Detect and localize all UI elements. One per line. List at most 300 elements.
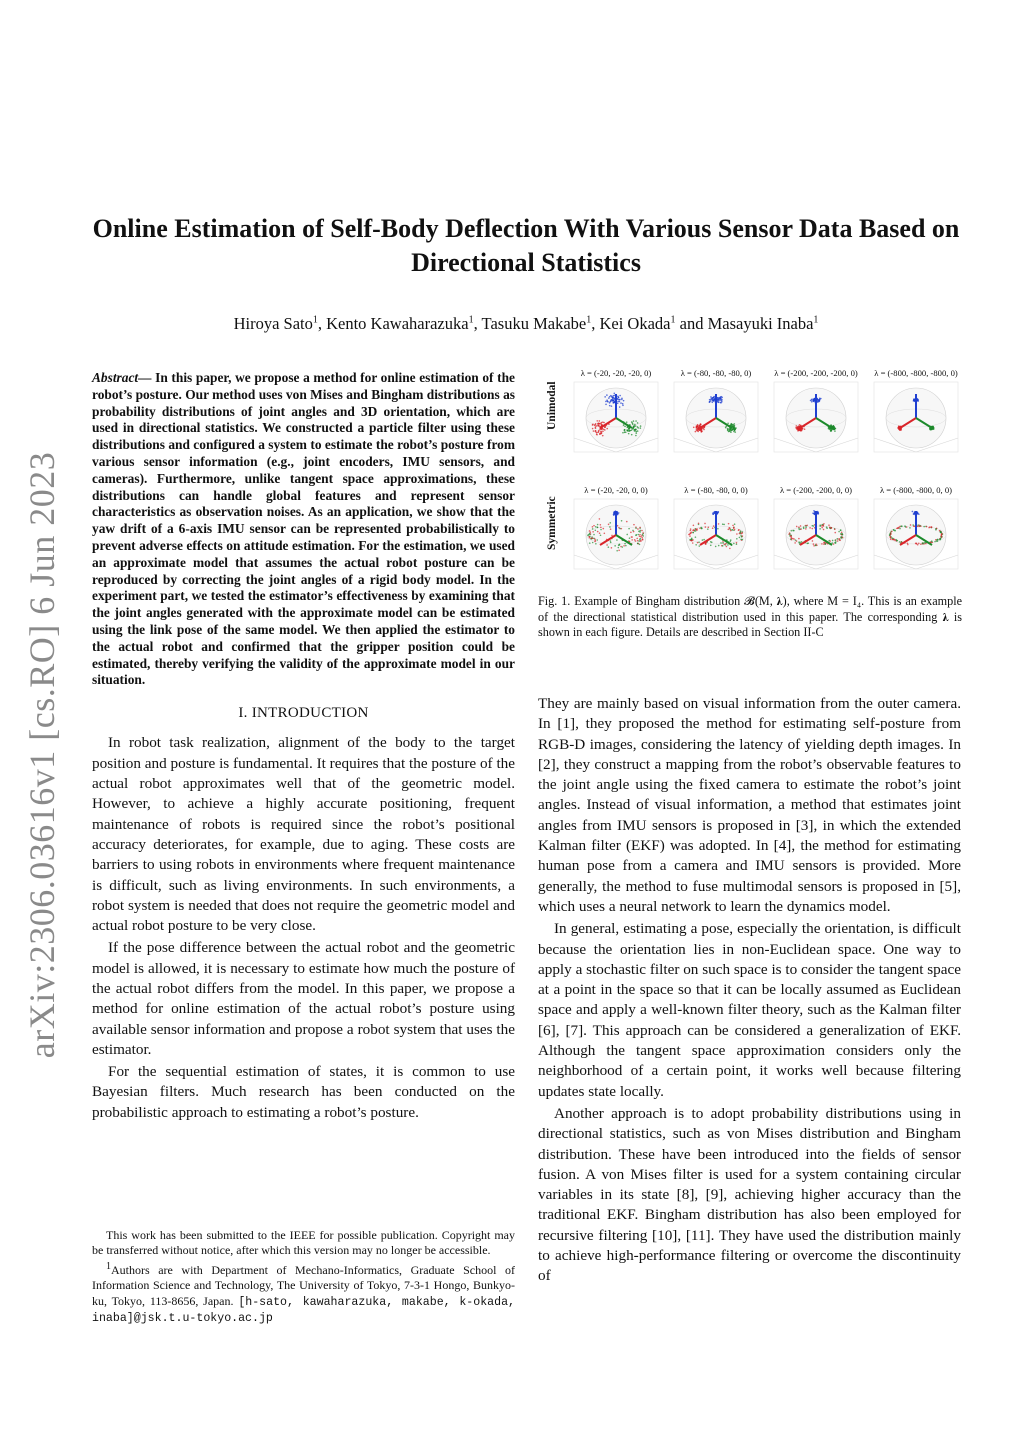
ring-particle — [722, 545, 724, 547]
ring-particle — [734, 529, 736, 531]
ring-particle — [899, 541, 901, 543]
ring-particle — [896, 540, 898, 542]
footnote-emails: [h-sato, kawaharazuka, makabe, k-okada, inaba]@jsk.t.u-tokyo.ac.jp — [92, 1295, 516, 1326]
ring-particle — [725, 543, 727, 545]
blue-particle — [717, 511, 719, 513]
red-particle — [596, 432, 598, 434]
ring-particle — [616, 539, 618, 541]
ring-particle — [823, 529, 825, 531]
ring-particle — [642, 534, 644, 536]
ring-particle — [602, 528, 604, 530]
ring-particle — [606, 544, 608, 546]
green-particle — [733, 429, 735, 431]
red-particle — [799, 430, 801, 432]
author-affiliation-mark: 1 — [586, 314, 592, 326]
bingham-sphere-plot — [666, 378, 766, 456]
blue-particle — [605, 404, 607, 406]
ring-particle — [705, 526, 707, 528]
ring-particle — [618, 544, 620, 546]
author-affiliation-mark: 1 — [670, 314, 676, 326]
ring-particle — [713, 525, 715, 527]
green-particle — [731, 424, 733, 426]
ring-particle — [790, 538, 792, 540]
green-particle — [626, 429, 628, 431]
red-particle — [804, 428, 806, 430]
ring-particle — [916, 543, 918, 545]
ring-particle — [841, 536, 843, 538]
ring-particle — [608, 524, 610, 526]
ring-particle — [704, 523, 706, 525]
red-particle — [597, 423, 599, 425]
bingham-sphere-plot — [566, 495, 666, 573]
green-particle — [640, 427, 642, 429]
ring-particle — [790, 535, 792, 537]
arxiv-stamp-text: arXiv:2306.03616v1 [cs.RO] 6 Jun 2023 — [22, 451, 62, 1059]
ring-particle — [935, 528, 937, 530]
ring-particle — [610, 528, 612, 530]
blue-particle — [617, 396, 619, 398]
sphere-panel — [766, 485, 866, 573]
red-particle — [606, 428, 608, 430]
green-particle — [631, 429, 633, 431]
ring-particle — [589, 530, 591, 532]
ring-particle — [692, 532, 694, 534]
blue-particle — [813, 400, 815, 402]
ring-particle — [626, 534, 628, 536]
ring-particle — [593, 525, 595, 527]
green-particle — [640, 425, 642, 427]
blue-particle — [613, 399, 615, 401]
author-affiliation-mark: 1 — [813, 314, 819, 326]
ring-particle — [728, 529, 730, 531]
ring-particle — [836, 538, 838, 540]
ring-particle — [829, 540, 831, 542]
ring-particle — [633, 524, 635, 526]
ring-particle — [732, 529, 734, 531]
ring-particle — [739, 532, 741, 534]
ring-particle — [600, 526, 602, 528]
ring-particle — [939, 539, 941, 541]
ring-particle — [926, 526, 928, 528]
ring-particle — [631, 536, 633, 538]
green-particle — [633, 429, 635, 431]
ring-particle — [805, 526, 807, 528]
ring-particle — [794, 542, 796, 544]
blue-particle — [914, 513, 916, 515]
blue-particle — [610, 395, 612, 397]
ring-particle — [821, 527, 823, 529]
blue-particle — [719, 397, 721, 399]
sphere-panel — [566, 485, 666, 573]
ring-particle — [600, 524, 602, 526]
ring-particle — [710, 544, 712, 546]
row-label-symmetric: Symmetric — [546, 496, 558, 550]
ring-particle — [596, 539, 598, 541]
blue-particle — [813, 510, 815, 512]
blue-particle — [611, 399, 613, 401]
blue-particle — [721, 399, 723, 401]
ring-particle — [631, 539, 633, 541]
ring-particle — [800, 528, 802, 530]
blue-particle — [718, 401, 720, 403]
red-particle — [598, 430, 600, 432]
ring-particle — [697, 542, 699, 544]
ring-particle — [931, 540, 933, 542]
ring-particle — [839, 538, 841, 540]
ring-particle — [639, 534, 641, 536]
blue-particle — [611, 397, 613, 399]
ring-particle — [918, 543, 920, 545]
red-particle — [602, 430, 604, 432]
ring-particle — [798, 529, 800, 531]
green-particle — [634, 424, 636, 426]
ring-particle — [638, 540, 640, 542]
red-particle — [592, 428, 594, 430]
row-label-unimodal: Unimodal — [546, 381, 558, 430]
red-particle — [597, 425, 599, 427]
green-particle — [633, 420, 635, 422]
ring-particle — [736, 533, 738, 535]
ring-particle — [941, 531, 943, 533]
author-name: Masayuki Inaba — [707, 314, 814, 333]
red-particle — [696, 428, 698, 430]
green-particle — [635, 432, 637, 434]
blue-particle — [712, 512, 714, 514]
green-particle — [633, 426, 635, 428]
blue-particle — [811, 401, 813, 403]
blue-particle — [619, 399, 621, 401]
ring-particle — [805, 528, 807, 530]
section-heading: I. INTRODUCTION — [238, 705, 369, 722]
ring-particle — [636, 538, 638, 540]
ring-particle — [730, 539, 732, 541]
author-name: Kento Kawaharazuka — [326, 314, 469, 333]
ring-particle — [823, 525, 825, 527]
green-particle — [629, 430, 631, 432]
bingham-sphere-plot — [666, 495, 766, 573]
ring-particle — [796, 526, 798, 528]
sphere-panel — [666, 485, 766, 573]
ring-particle — [708, 527, 710, 529]
blue-particle — [606, 399, 608, 401]
blue-particle — [712, 400, 714, 402]
blue-particle — [605, 401, 607, 403]
author-affiliation-mark: 1 — [468, 314, 474, 326]
ring-particle — [828, 524, 830, 526]
sphere-panel — [766, 368, 866, 456]
ring-particle — [635, 527, 637, 529]
sphere-panel — [666, 368, 766, 456]
ring-particle — [830, 527, 832, 529]
ring-particle — [589, 531, 591, 533]
ring-particle — [701, 528, 703, 530]
ring-particle — [834, 539, 836, 541]
blue-particle — [606, 394, 608, 396]
red-particle — [693, 427, 695, 429]
ring-particle — [834, 528, 836, 530]
red-particle — [602, 435, 604, 437]
blue-particle — [622, 403, 624, 405]
ring-particle — [736, 542, 738, 544]
ring-particle — [610, 540, 612, 542]
blue-particle — [619, 406, 621, 408]
author-name: Kei Okada — [599, 314, 671, 333]
ring-particle — [833, 543, 835, 545]
lambda-label: λ = (-200, -200, 0, 0) — [779, 485, 853, 495]
green-particle — [834, 430, 836, 432]
ring-particle — [638, 531, 640, 533]
green-particle — [624, 432, 626, 434]
ring-particle — [698, 523, 700, 525]
blue-particle — [811, 398, 813, 400]
ring-particle — [592, 542, 594, 544]
ring-particle — [826, 526, 828, 528]
blue-particle — [620, 402, 622, 404]
blue-particle — [709, 399, 711, 401]
ring-particle — [623, 545, 625, 547]
ring-particle — [922, 543, 924, 545]
blue-particle — [621, 398, 623, 400]
ring-particle — [792, 538, 794, 540]
blue-particle — [718, 399, 720, 401]
left-column — [92, 370, 515, 1125]
ring-particle — [718, 545, 720, 547]
paragraph: They are mainly based on visual information from the outer camera. In [1], they proposed the method for estimating self-posture from RGB-D images, considering the latency of yielding depth images. In [2], they construct a mapping from the robot’s observable features to the joint angle using the fixed camera to estimate the robot’s joint angles. Instead of visual information, a method that estimates joint angles from IMU sensors is proposed in [3], in which the extended Kalman filter (EKF) was adopted. In [4], the method for estimating human pose from a camera and IMU sensors is provided. More generally, the method to fuse multimodal sensors is proposed in [5], which uses a neural network to learn the dynamics model. — [538, 695, 961, 915]
green-particle — [635, 431, 637, 433]
lambda-label: λ = (-200, -200, -200, 0) — [774, 368, 858, 378]
green-particle — [637, 422, 639, 424]
green-particle — [833, 426, 835, 428]
ring-particle — [609, 522, 611, 524]
ring-particle — [839, 539, 841, 541]
red-particle — [697, 424, 699, 426]
lambda-label: λ = (-800, -800, -800, 0) — [874, 368, 958, 378]
ring-particle — [897, 527, 899, 529]
ring-particle — [813, 545, 815, 547]
red-particle — [600, 431, 602, 433]
ring-particle — [842, 534, 844, 536]
ring-particle — [892, 539, 894, 541]
ring-particle — [690, 530, 692, 532]
blue-particle — [721, 397, 723, 399]
abstract-lead: Abstract — [92, 370, 139, 385]
red-particle — [594, 424, 596, 426]
ring-particle — [589, 542, 591, 544]
ring-particle — [840, 529, 842, 531]
blue-particle — [710, 396, 712, 398]
ring-particle — [793, 530, 795, 532]
footnote-sup: 1 — [106, 1260, 111, 1272]
ring-particle — [732, 525, 734, 527]
ring-particle — [611, 547, 613, 549]
footnote-submission: This work has been submitted to the IEEE for possible publication. Copyright may be transferred without notice, after which this version may no longer be accessible. — [92, 1228, 515, 1258]
blue-particle — [617, 398, 619, 400]
ring-particle — [689, 535, 691, 537]
red-particle — [799, 424, 801, 426]
red-particle — [695, 431, 697, 433]
ring-particle — [695, 528, 697, 530]
ring-particle — [910, 524, 912, 526]
ring-particle — [619, 528, 621, 530]
ring-particle — [838, 531, 840, 533]
green-particle — [731, 430, 733, 432]
green-particle — [632, 422, 634, 424]
ring-particle — [639, 527, 641, 529]
ring-particle — [819, 528, 821, 530]
ring-particle — [733, 527, 735, 529]
red-particle — [700, 423, 702, 425]
ring-particle — [939, 530, 941, 532]
ring-particle — [641, 537, 643, 539]
ring-particle — [798, 526, 800, 528]
ring-particle — [931, 527, 933, 529]
ring-particle — [825, 543, 827, 545]
ring-particle — [618, 547, 620, 549]
ring-particle — [912, 524, 914, 526]
ring-particle — [730, 530, 732, 532]
author-list: Hiroya Sato$^1$, Kento Kawaharazuka$^1$, Tasuku Makabe$^1$, Kei Okada$^1$ and Masayuki Inaba$^1$ — [233, 314, 819, 333]
ring-particle — [711, 541, 713, 543]
ring-particle — [727, 544, 729, 546]
ring-particle — [815, 545, 817, 547]
green-particle — [635, 420, 637, 422]
ring-particle — [594, 540, 596, 542]
bingham-sphere-plot — [766, 495, 866, 573]
ring-particle — [934, 541, 936, 543]
green-particle — [729, 431, 731, 433]
ring-particle — [798, 538, 800, 540]
right-column — [538, 694, 961, 1289]
blue-particle — [623, 400, 625, 402]
ring-particle — [941, 536, 943, 538]
blue-particle — [617, 402, 619, 404]
figure-caption: Fig. 1. Example of Bingham distribution 𝓑(M, 𝛌), where M = I₄. This is an example of the directional statistical distribution used in this paper. The corresponding 𝛌 is shown in each figure. Details are described in Section II-C — [538, 594, 962, 640]
footnote-affiliation-text: Authors are with Department of Mechano-Informatics, Graduate School of Information Science and Technology, The University of Tokyo, 7-3-1 Hongo, Bunkyo-ku, Tokyo, 113-8656, Japan. — [92, 1262, 515, 1308]
ring-particle — [624, 543, 626, 545]
ring-particle — [726, 546, 728, 548]
ring-particle — [918, 526, 920, 528]
ring-particle — [891, 530, 893, 532]
ring-particle — [589, 537, 591, 539]
blue-particle — [613, 513, 615, 515]
red-particle — [697, 426, 699, 428]
blue-particle — [820, 398, 822, 400]
ring-particle — [723, 524, 725, 526]
blue-particle — [818, 400, 820, 402]
red-particle — [599, 429, 601, 431]
ring-particle — [740, 538, 742, 540]
ring-particle — [626, 521, 628, 523]
red-particle — [603, 422, 605, 424]
ring-particle — [589, 534, 591, 536]
green-particle — [626, 421, 628, 423]
ring-particle — [618, 549, 620, 551]
ring-particle — [639, 538, 641, 540]
bingham-sphere-plot — [866, 378, 966, 456]
blue-particle — [810, 400, 812, 402]
ring-particle — [937, 540, 939, 542]
red-particle — [599, 420, 601, 422]
bingham-sphere-plot — [566, 378, 666, 456]
red-particle — [795, 427, 797, 429]
red-particle — [599, 423, 601, 425]
footnote-affiliation — [92, 1259, 515, 1327]
ring-particle — [689, 533, 691, 535]
ring-particle — [695, 544, 697, 546]
ring-particle — [593, 534, 595, 536]
ring-particle — [894, 530, 896, 532]
ring-particle — [616, 550, 618, 552]
ring-particle — [889, 534, 891, 536]
ring-particle — [637, 528, 639, 530]
ring-particle — [917, 544, 919, 546]
ring-particle — [924, 542, 926, 544]
ring-particle — [736, 538, 738, 540]
ring-particle — [639, 535, 641, 537]
ring-particle — [629, 537, 631, 539]
arxiv-stamp — [18, 451, 66, 1059]
ring-particle — [692, 542, 694, 544]
ring-particle — [740, 530, 742, 532]
ring-particle — [593, 538, 595, 540]
ring-particle — [809, 527, 811, 529]
ring-particle — [905, 526, 907, 528]
ring-particle — [599, 518, 601, 520]
ring-particle — [600, 534, 602, 536]
red-particle — [698, 427, 700, 429]
green-particle — [623, 424, 625, 426]
ring-particle — [595, 543, 597, 545]
ring-particle — [742, 532, 744, 534]
ring-particle — [621, 520, 623, 522]
ring-particle — [734, 523, 736, 525]
sphere-panel — [866, 368, 966, 456]
ring-particle — [722, 523, 724, 525]
ring-particle — [720, 542, 722, 544]
red-particle — [592, 423, 594, 425]
ring-particle — [894, 539, 896, 541]
paragraph: If the pose difference between the actual robot and the geometric model is allowed, it is necessary to estimate how much the posture of the actual robot differs from the model. In this paper, we propose a method for online estimation of the actual robot’s posture using available sensor information and propose a robot system that uses the estimator. — [92, 939, 515, 1058]
green-particle — [732, 424, 734, 426]
ring-particle — [835, 541, 837, 543]
abstract: Abstract— In this paper, we propose a method for online estimation of the robot’s posture. Our method uses von Mises and Bingham distributions as probability distributions of joint angles and 3D orientation, which are used in directional statistics. We constructed a particle filter using these distributions and configured a system to estimate the robot’s posture from various sensor information (e.g., joint encoders, IMU sensors, and cameras). Furthermore, unlike tangent space approximations, these distributions can handle global features and represent sensor characteristics as observation noises. As an application, we show that the yaw drift of a 6-axis IMU sensor can be represented probabilistically to prevent adverse effects on attitude estimation. For the estimation, we used an approximate model that assumes the actual robot posture can be reproduced by correcting the joint angles of a rigid body model. In the experiment part, we tested the estimator’s effectiveness by examining that the joint angles generated with the approximate model can be estimated using the link pose of the same model. We then applied the estimator to the actual robot and confirmed that the gripper position could be estimated, thereby verifying the validity of the approximate model in our situation. — [92, 370, 515, 688]
footnote — [92, 1228, 515, 1326]
ring-particle — [909, 527, 911, 529]
paragraph: Another approach is to adopt probability distributions using in directional statistics, such as von Mises distribution and Bingham distribution. These have been introduced into the fields of sensor fusion. A von Mises filter is used for a system containing circular variables in its state [8], [9], achieving higher accuracy than the traditional EKF. Bingham distribution has also been employed for recursive filtering [10], [11]. They have used the distribution mainly to achieve high-performance filtering or overcome the discontinuity of — [538, 1104, 961, 1285]
ring-particle — [604, 532, 606, 534]
ring-particle — [630, 532, 632, 534]
red-particle — [595, 426, 597, 428]
lambda-label: λ = (-20, -20, -20, 0) — [580, 368, 652, 378]
ring-particle — [600, 529, 602, 531]
ring-particle — [889, 533, 891, 535]
ring-particle — [796, 540, 798, 542]
ring-particle — [599, 532, 601, 534]
ring-particle — [800, 525, 802, 527]
ring-particle — [640, 540, 642, 542]
ring-particle — [821, 525, 823, 527]
blue-particle — [611, 405, 613, 407]
ring-particle — [806, 525, 808, 527]
ring-particle — [729, 548, 731, 550]
blue-particle — [720, 402, 722, 404]
lambda-label: λ = (-80, -80, 0, 0) — [684, 485, 748, 495]
ring-particle — [690, 539, 692, 541]
green-particle — [628, 433, 630, 435]
green-particle — [624, 430, 626, 432]
ring-particle — [907, 544, 909, 546]
lambda-label: λ = (-800, -800, 0, 0) — [879, 485, 953, 495]
